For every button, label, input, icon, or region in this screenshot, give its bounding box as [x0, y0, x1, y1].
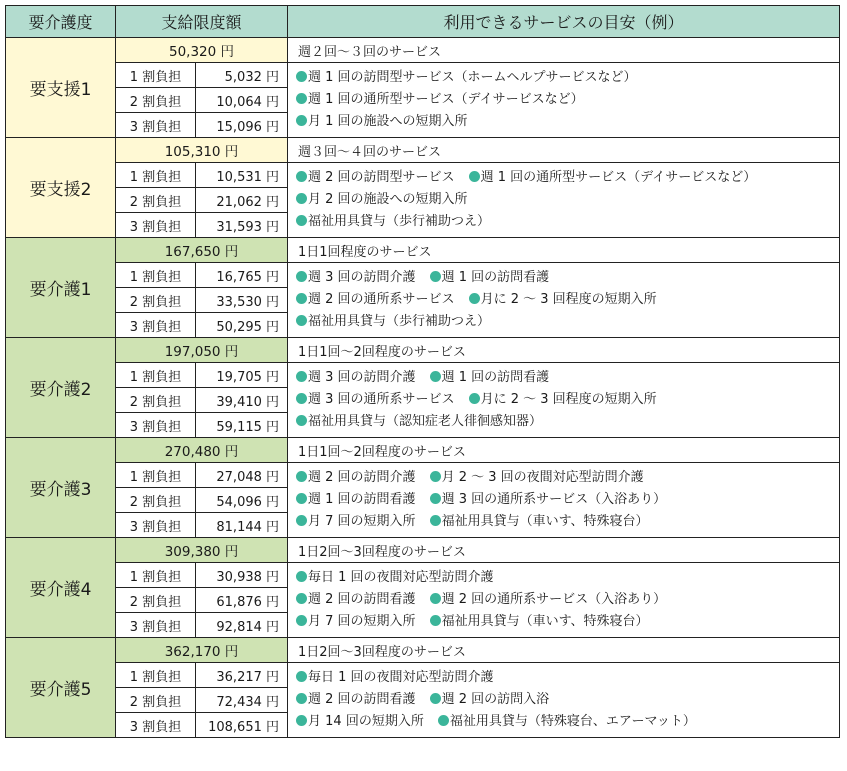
bullet-icon	[296, 393, 307, 404]
burden-amount: 50,295 円	[196, 313, 288, 338]
limit-amount: 270,480 円	[116, 438, 288, 463]
header-care-level: 要介護度	[6, 6, 116, 38]
service-item-text: 週 2 回の訪問入浴	[441, 692, 550, 707]
service-item	[296, 192, 468, 207]
care-level-label: 要介護2	[6, 338, 116, 438]
service-item	[430, 270, 550, 285]
service-details	[288, 63, 840, 138]
service-item-text: 週 3 回の通所系サービス	[308, 392, 455, 407]
burden-row	[6, 463, 840, 488]
burden-amount: 59,115 円	[196, 413, 288, 438]
service-details	[288, 663, 840, 738]
burden-amount: 5,032 円	[196, 63, 288, 88]
service-item-text: 毎日 1 回の夜間対応型訪問介護	[308, 670, 494, 685]
burden-amount: 16,765 円	[196, 263, 288, 288]
service-summary: 週３回～４回のサービス	[288, 138, 840, 163]
burden-label: 2 割負担	[116, 88, 196, 113]
burden-label: 3 割負担	[116, 313, 196, 338]
service-line	[296, 67, 839, 89]
service-item-text: 月 2 ～ 3 回の夜間対応型訪問介護	[441, 470, 644, 485]
bullet-icon	[469, 293, 480, 304]
block-row-limit	[6, 38, 840, 63]
service-item-text: 福祉用具貸与（歩行補助つえ）	[308, 314, 491, 329]
burden-label: 1 割負担	[116, 463, 196, 488]
bullet-icon	[296, 693, 307, 704]
service-summary: 1日1回～2回程度のサービス	[288, 338, 840, 363]
limit-amount: 105,310 円	[116, 138, 288, 163]
bullet-icon	[430, 371, 441, 382]
bullet-icon	[430, 693, 441, 704]
bullet-icon	[438, 715, 449, 726]
burden-label: 1 割負担	[116, 663, 196, 688]
care-level-label: 要介護1	[6, 238, 116, 338]
service-item	[430, 492, 667, 507]
burden-label: 3 割負担	[116, 513, 196, 538]
bullet-icon	[296, 171, 307, 182]
burden-amount: 33,530 円	[196, 288, 288, 313]
bullet-icon	[296, 715, 307, 726]
service-item	[296, 214, 490, 229]
care-level-label: 要支援2	[6, 138, 116, 238]
service-item-text: 福祉用具貸与（車いす、特殊寝台）	[441, 614, 649, 629]
service-line	[296, 389, 839, 411]
service-details	[288, 163, 840, 238]
service-item	[296, 492, 416, 507]
service-item	[296, 692, 416, 707]
burden-label: 2 割負担	[116, 688, 196, 713]
service-item-text: 週 1 回の訪問型サービス（ホームヘルプサービスなど）	[308, 70, 637, 85]
service-item-text: 月 1 回の施設への短期入所	[308, 114, 468, 129]
service-line	[296, 289, 839, 311]
burden-label: 1 割負担	[116, 563, 196, 588]
limit-amount: 50,320 円	[116, 38, 288, 63]
burden-amount: 36,217 円	[196, 663, 288, 688]
service-item	[296, 414, 542, 429]
burden-amount: 30,938 円	[196, 563, 288, 588]
bullet-icon	[296, 515, 307, 526]
limit-amount: 167,650 円	[116, 238, 288, 263]
service-item-text: 月 7 回の短期入所	[308, 514, 416, 529]
burden-amount: 72,434 円	[196, 688, 288, 713]
bullet-icon	[430, 493, 441, 504]
service-summary: 1日2回～3回程度のサービス	[288, 538, 840, 563]
burden-amount: 10,531 円	[196, 163, 288, 188]
service-item	[296, 392, 455, 407]
burden-row	[6, 163, 840, 188]
service-item-text: 週 1 回の訪問看護	[441, 270, 550, 285]
service-item-text: 週 2 回の訪問看護	[308, 592, 416, 607]
burden-amount: 61,876 円	[196, 588, 288, 613]
service-item-text: 週 2 回の通所系サービス	[308, 292, 455, 307]
service-line	[296, 311, 839, 333]
service-item	[296, 314, 490, 329]
burden-amount: 31,593 円	[196, 213, 288, 238]
service-item-text: 週 2 回の訪問型サービス	[308, 170, 455, 185]
service-line	[296, 611, 839, 633]
header-services: 利用できるサービスの目安（例）	[288, 6, 840, 38]
bullet-icon	[296, 71, 307, 82]
service-line	[296, 411, 839, 433]
service-item	[430, 514, 649, 529]
service-line	[296, 167, 839, 189]
bullet-icon	[296, 493, 307, 504]
bullet-icon	[296, 615, 307, 626]
burden-amount: 108,651 円	[196, 713, 288, 738]
care-level-label: 要介護3	[6, 438, 116, 538]
service-line	[296, 689, 839, 711]
service-details	[288, 463, 840, 538]
service-details	[288, 563, 840, 638]
bullet-icon	[430, 471, 441, 482]
service-item-text: 月 14 回の短期入所	[308, 714, 424, 729]
burden-row	[6, 563, 840, 588]
burden-label: 2 割負担	[116, 188, 196, 213]
bullet-icon	[430, 515, 441, 526]
bullet-icon	[469, 171, 480, 182]
burden-label: 2 割負担	[116, 588, 196, 613]
service-item-text: 福祉用具貸与（認知症老人徘徊感知器）	[308, 414, 543, 429]
burden-amount: 10,064 円	[196, 88, 288, 113]
service-item	[296, 714, 424, 729]
burden-label: 3 割負担	[116, 713, 196, 738]
limit-amount: 309,380 円	[116, 538, 288, 563]
service-summary: 1日1回程度のサービス	[288, 238, 840, 263]
service-item	[296, 270, 416, 285]
burden-label: 2 割負担	[116, 288, 196, 313]
service-item	[438, 714, 696, 729]
service-item	[430, 614, 649, 629]
service-line	[296, 489, 839, 511]
service-item	[296, 70, 637, 85]
burden-amount: 21,062 円	[196, 188, 288, 213]
header-limit: 支給限度額	[116, 6, 288, 38]
block-row-limit	[6, 138, 840, 163]
service-item-text: 月 2 回の施設への短期入所	[308, 192, 468, 207]
care-level-table	[5, 5, 840, 738]
service-item-text: 週 2 回の訪問介護	[308, 470, 416, 485]
block-row-limit	[6, 638, 840, 663]
bullet-icon	[296, 471, 307, 482]
bullet-icon	[296, 671, 307, 682]
burden-amount: 27,048 円	[196, 463, 288, 488]
burden-label: 2 割負担	[116, 488, 196, 513]
burden-label: 3 割負担	[116, 413, 196, 438]
bullet-icon	[430, 271, 441, 282]
service-item	[430, 592, 667, 607]
service-item-text: 月に 2 ～ 3 回程度の短期入所	[480, 392, 657, 407]
burden-label: 2 割負担	[116, 388, 196, 413]
service-line	[296, 567, 839, 589]
burden-label: 3 割負担	[116, 613, 196, 638]
service-item-text: 週 3 回の通所系サービス（入浴あり）	[441, 492, 667, 507]
service-item	[296, 370, 416, 385]
service-item	[296, 114, 468, 129]
service-line	[296, 511, 839, 533]
block-row-limit	[6, 438, 840, 463]
burden-row	[6, 663, 840, 688]
service-item	[296, 92, 584, 107]
service-item	[430, 692, 550, 707]
bullet-icon	[296, 315, 307, 326]
service-line	[296, 589, 839, 611]
service-item-text: 週 3 回の訪問介護	[308, 270, 416, 285]
block-row-limit	[6, 238, 840, 263]
service-item-text: 福祉用具貸与（特殊寝台、エアーマット）	[449, 714, 696, 729]
service-item-text: 週 2 回の通所系サービス（入浴あり）	[441, 592, 667, 607]
bullet-icon	[430, 615, 441, 626]
burden-label: 1 割負担	[116, 363, 196, 388]
burden-label: 1 割負担	[116, 63, 196, 88]
service-line	[296, 667, 839, 689]
service-item-text: 毎日 1 回の夜間対応型訪問介護	[308, 570, 494, 585]
burden-label: 3 割負担	[116, 113, 196, 138]
service-item-text: 月 7 回の短期入所	[308, 614, 416, 629]
service-line	[296, 467, 839, 489]
service-item-text: 福祉用具貸与（歩行補助つえ）	[308, 214, 491, 229]
service-item	[430, 470, 644, 485]
block-row-limit	[6, 538, 840, 563]
service-item	[296, 670, 494, 685]
service-summary: 1日2回～3回程度のサービス	[288, 638, 840, 663]
service-item	[296, 614, 416, 629]
service-item	[296, 570, 494, 585]
service-line	[296, 189, 839, 211]
burden-amount: 54,096 円	[196, 488, 288, 513]
service-line	[296, 367, 839, 389]
service-item-text: 週 1 回の訪問看護	[308, 492, 416, 507]
bullet-icon	[469, 393, 480, 404]
burden-label: 1 割負担	[116, 163, 196, 188]
service-item	[469, 170, 757, 185]
bullet-icon	[296, 293, 307, 304]
bullet-icon	[296, 115, 307, 126]
burden-amount: 81,144 円	[196, 513, 288, 538]
bullet-icon	[296, 215, 307, 226]
care-level-label: 要介護5	[6, 638, 116, 738]
burden-amount: 15,096 円	[196, 113, 288, 138]
service-item-text: 週 2 回の訪問看護	[308, 692, 416, 707]
block-row-limit	[6, 338, 840, 363]
service-details	[288, 263, 840, 338]
service-item	[469, 292, 657, 307]
care-level-label: 要介護4	[6, 538, 116, 638]
burden-amount: 92,814 円	[196, 613, 288, 638]
burden-label: 1 割負担	[116, 263, 196, 288]
service-item-text: 月に 2 ～ 3 回程度の短期入所	[480, 292, 657, 307]
service-item	[296, 592, 416, 607]
service-item	[296, 470, 416, 485]
bullet-icon	[296, 571, 307, 582]
care-level-label: 要支援1	[6, 38, 116, 138]
burden-amount: 39,410 円	[196, 388, 288, 413]
burden-label: 3 割負担	[116, 213, 196, 238]
bullet-icon	[296, 271, 307, 282]
bullet-icon	[430, 593, 441, 604]
header-row	[6, 6, 840, 38]
service-item	[296, 514, 416, 529]
burden-row	[6, 263, 840, 288]
bullet-icon	[296, 193, 307, 204]
service-summary: 1日1回～2回程度のサービス	[288, 438, 840, 463]
service-item	[469, 392, 657, 407]
service-item-text: 週 1 回の通所型サービス（デイサービスなど）	[480, 170, 757, 185]
burden-amount: 19,705 円	[196, 363, 288, 388]
burden-row	[6, 363, 840, 388]
burden-row	[6, 63, 840, 88]
service-summary: 週２回～３回のサービス	[288, 38, 840, 63]
bullet-icon	[296, 415, 307, 426]
service-line	[296, 267, 839, 289]
service-details	[288, 363, 840, 438]
service-line	[296, 211, 839, 233]
service-item	[296, 170, 455, 185]
bullet-icon	[296, 93, 307, 104]
limit-amount: 362,170 円	[116, 638, 288, 663]
service-item-text: 週 3 回の訪問介護	[308, 370, 416, 385]
service-line	[296, 111, 839, 133]
service-item-text: 週 1 回の通所型サービス（デイサービスなど）	[308, 92, 584, 107]
service-item-text: 福祉用具貸与（車いす、特殊寝台）	[441, 514, 649, 529]
service-item	[296, 292, 455, 307]
limit-amount: 197,050 円	[116, 338, 288, 363]
service-line	[296, 89, 839, 111]
bullet-icon	[296, 371, 307, 382]
service-item-text: 週 1 回の訪問看護	[441, 370, 550, 385]
service-line	[296, 711, 839, 733]
service-item	[430, 370, 550, 385]
bullet-icon	[296, 593, 307, 604]
